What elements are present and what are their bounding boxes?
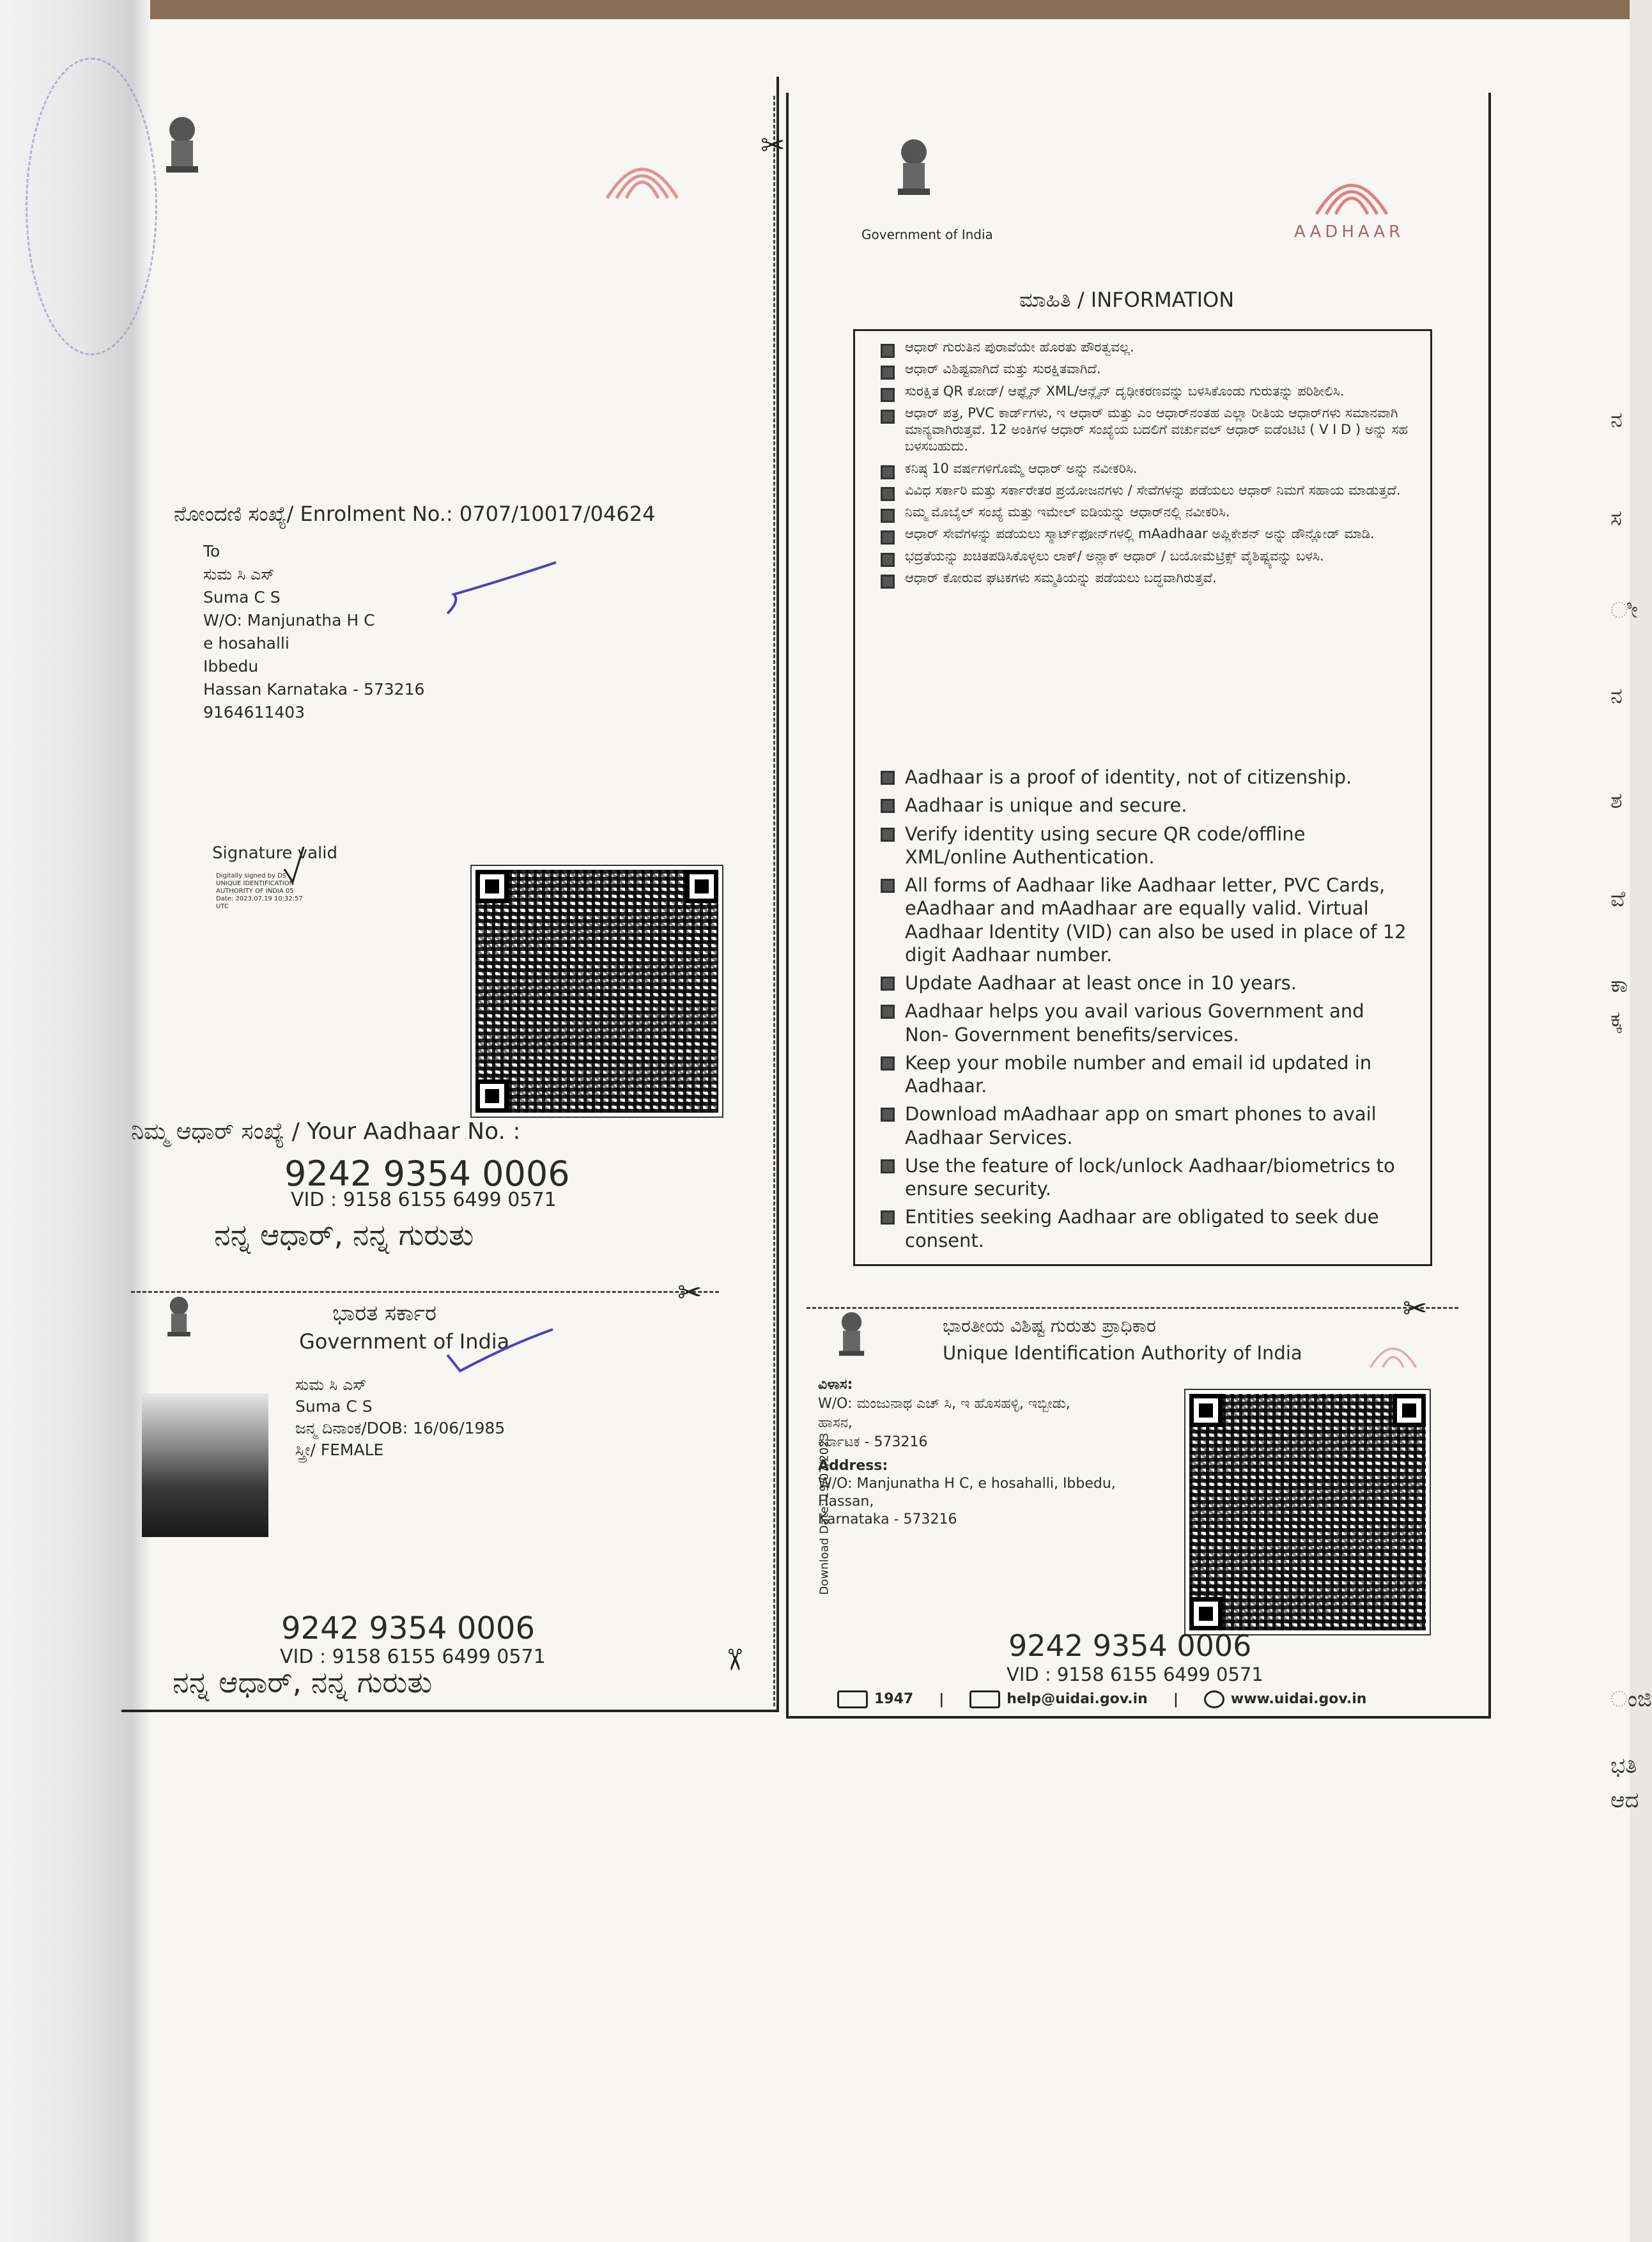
email-icon bbox=[969, 1690, 1000, 1708]
address-line-kn: ಕರ್ನಾಟಕ - 573216 bbox=[818, 1434, 928, 1450]
info-point-kn bbox=[881, 482, 1417, 499]
enrolment-number: ನೋಂದಣಿ ಸಂಖ್ಯೆ/ Enrolment No.: 0707/10017/04624 bbox=[174, 502, 656, 526]
vid-number: VID : 9158 6155 6499 0571 bbox=[280, 1646, 546, 1668]
info-point-text: ಆಧಾರ್ ಸೇವೆಗಳನ್ನು ಪಡೆಯಲು ಸ್ಮಾರ್ಟ್‌ಫೋನ್‌ಗಳಲ್ಲಿ mAadhaar ಅಪ್ಲಿಕೇಶನ್ ಅನ್ನು ಡೌನ್ಲೋಡ್ ಮಾಡಿ. bbox=[905, 526, 1375, 542]
info-point-text: ಆಧಾರ್ ಕೋರುವ ಘಟಕಗಳು ಸಮ್ಮತಿಯನ್ನು ಪಡೆಯಲು ಬದ್ಧವಾಗಿರುತ್ತವೆ. bbox=[905, 569, 1217, 585]
margin-fragment: ನ bbox=[1610, 407, 1623, 433]
address-line: 9164611403 bbox=[203, 703, 305, 722]
footer-divider: | bbox=[939, 1691, 945, 1708]
info-point-text: ನಿಮ್ಮ ಮೊಬೈಲ್ ಸಂಖ್ಯೆ ಮತ್ತು ಇಮೇಲ್ ಐಡಿಯನ್ನು ಆಧಾರ್‌ನಲ್ಲಿ ನವೀಕರಿಸಿ. bbox=[905, 504, 1230, 520]
info-point-kn bbox=[881, 548, 1417, 564]
info-point-en bbox=[881, 971, 1411, 994]
signature-detail: Date: 2023.07.19 10:32:57 bbox=[216, 895, 303, 902]
address-block bbox=[818, 1457, 1116, 1529]
holder-photo bbox=[142, 1393, 268, 1537]
download-date: Download Date: 19/07/2023 bbox=[817, 1432, 831, 1595]
recipient-address bbox=[203, 540, 424, 724]
info-point-text: Verify identity using secure QR code/offline XML/online Authentication. bbox=[905, 823, 1306, 868]
info-point-text: Aadhaar helps you avail various Government and Non- Government benefits/services. bbox=[905, 1000, 1364, 1046]
info-point-en bbox=[881, 1051, 1411, 1098]
margin-fragment: ಂಜಿ bbox=[1610, 1687, 1652, 1712]
footer-email-text: help@uidai.gov.in bbox=[1007, 1691, 1148, 1707]
tagline: ನನ್ನ ಆಧಾರ್, ನನ್ನ ಗುರುತು bbox=[173, 1665, 433, 1699]
scissors-icon: ✂ bbox=[1403, 1291, 1428, 1326]
address-line-kn: W/O: ಮಂಜುನಾಥ ಎಚ್ ಸಿ, ಇ ಹೊಸಹಳ್ಳಿ, ಇಬ್ಬೀಡು, bbox=[818, 1396, 1070, 1412]
info-point-text: Aadhaar is a proof of identity, not of citizenship. bbox=[905, 766, 1352, 788]
info-point-text: Update Aadhaar at least once in 10 years. bbox=[905, 972, 1297, 994]
info-point-kn bbox=[881, 405, 1417, 455]
government-label-kn: ಭಾರತ ಸರ್ಕಾರ bbox=[332, 1301, 436, 1326]
footer-web-text: www.uidai.gov.in bbox=[1230, 1691, 1367, 1707]
info-point-en bbox=[881, 1000, 1411, 1046]
horizontal-cut-line-left bbox=[131, 1291, 719, 1293]
scissors-icon: ✂ bbox=[677, 1275, 702, 1310]
qr-code bbox=[472, 866, 722, 1117]
government-label: Government of India bbox=[299, 1329, 510, 1354]
margin-fragment: ಸ bbox=[1610, 506, 1623, 531]
aadhaar-logo-text: AADHAAR bbox=[1294, 222, 1405, 242]
info-heading: ಮಾಹಿತಿ / INFORMATION bbox=[1019, 288, 1235, 312]
info-point-en bbox=[881, 1205, 1411, 1252]
margin-fragment: ಭತಿ bbox=[1610, 1753, 1637, 1779]
info-point-text: ಆಧಾರ್ ಪತ್ರ, PVC ಕಾರ್ಡ್‌ಗಳು, ಇ ಆಧಾರ್ ಮತ್ತು ಎಂ ಆಧಾರ್‌ನಂತಹ ಎಲ್ಲಾ ರೀತಿಯ ಆಧಾರ್‌ಗಳು ಸಮಾನವಾಗಿ ಮಾನ್ಯವಾಗಿರುತ್ತವೆ. 12 ಅಂಕಿಗಳ ಆಧಾರ್ ಸಂಖ್ಯೆಯ ಬದಲಿಗೆ ವರ್ಚುವಲ್ ಆಧಾರ್ ಐಡೆಂಟಿಟಿ ( V I D ) ಅನ್ನು ಸಹ ಬಳಸಬಹುದು. bbox=[905, 405, 1409, 454]
signature-detail: AUTHORITY OF INDIA 05 bbox=[216, 888, 294, 895]
margin-fragment: ಕ್ಕ bbox=[1610, 1007, 1623, 1032]
signature-valid-label: Signature valid bbox=[212, 844, 337, 863]
margin-fragments bbox=[1610, 407, 1652, 1813]
footer-email bbox=[969, 1690, 1148, 1708]
info-point-text: Keep your mobile number and email id updated in Aadhaar. bbox=[905, 1051, 1372, 1097]
info-point-en bbox=[881, 766, 1411, 789]
margin-fragment: ಆದ bbox=[1610, 1788, 1639, 1813]
phone-icon bbox=[837, 1690, 868, 1708]
national-emblem-icon bbox=[163, 1291, 195, 1345]
margin-fragment: ವೆ bbox=[1610, 886, 1626, 912]
pen-tick-mark bbox=[441, 556, 569, 620]
info-point-text: ಆಧಾರ್ ಗುರುತಿನ ಪುರಾವೆಯೇ ಹೊರತು ಪೌರತ್ವವಲ್ಲ. bbox=[905, 339, 1134, 355]
aadhaar-number: 9242 9354 0006 bbox=[281, 1611, 535, 1646]
info-point-en bbox=[881, 874, 1411, 966]
vertical-cut-line bbox=[773, 96, 775, 1706]
footer-divider: | bbox=[1173, 1691, 1178, 1708]
card-footer bbox=[837, 1690, 1425, 1708]
info-point-kn bbox=[881, 383, 1417, 399]
qr-code bbox=[1185, 1390, 1430, 1634]
info-point-en bbox=[881, 1154, 1411, 1201]
info-list-en bbox=[881, 766, 1411, 1257]
margin-fragment: ನ bbox=[1610, 683, 1623, 709]
holder-gender: ಸ್ತ್ರೀ/ FEMALE bbox=[295, 1441, 384, 1459]
national-emblem-icon bbox=[892, 134, 936, 205]
aadhaar-number: 9242 9354 0006 bbox=[1008, 1628, 1252, 1663]
aadhaar-logo-icon bbox=[1358, 1333, 1428, 1377]
your-aadhaar-label: ನಿಮ್ಮ ಆಧಾರ್ ಸಂಖ್ಯೆ / Your Aadhaar No. : bbox=[131, 1118, 521, 1145]
address-line: ಸುಮ ಸಿ ಎಸ್ bbox=[203, 565, 275, 584]
holder-name: Suma C S bbox=[295, 1397, 373, 1416]
signature-detail: UTC bbox=[216, 903, 229, 910]
info-point-text: ಕನಿಷ್ಠ 10 ವರ್ಷಗಳಿಗೊಮ್ಮೆ ಆಧಾರ್ ಅನ್ನು ನವೀಕರಿಸಿ. bbox=[905, 460, 1138, 476]
tagline: ನನ್ನ ಆಧಾರ್, ನನ್ನ ಗುರುತು bbox=[214, 1218, 474, 1252]
holder-details bbox=[295, 1374, 505, 1461]
info-point-kn bbox=[881, 504, 1417, 520]
globe-icon bbox=[1204, 1690, 1224, 1708]
info-point-text: ಭದ್ರತೆಯನ್ನು ಖಚಿತಪಡಿಸಿಕೊಳ್ಳಲು ಲಾಕ್/ ಅನ್ಲಾಕ್ ಆಧಾರ್ / ಬಯೋಮೆಟ್ರಿಕ್ಸ್ ವೈಶಿಷ್ಟ್ಯವನ್ನು ಬಳಸಿ. bbox=[905, 548, 1324, 564]
address-block-kn bbox=[818, 1375, 1070, 1452]
holder-name-kn: ಸುಮ ಸಿ ಎಸ್ bbox=[295, 1375, 367, 1394]
address-line: Suma C S bbox=[203, 588, 281, 607]
authority-label-kn: ಭಾರತೀಯ ವಿಶಿಷ್ಟ ಗುರುತು ಪ್ರಾಧಿಕಾರ bbox=[943, 1315, 1156, 1336]
holder-dob: ಜನ್ಮ ದಿನಾಂಕ/DOB: 16/06/1985 bbox=[295, 1419, 506, 1437]
address-label-kn: ವಿಳಾಸ: bbox=[818, 1377, 853, 1393]
info-point-text: ವಿವಿಧ ಸರ್ಕಾರಿ ಮತ್ತು ಸರ್ಕಾರೇತರ ಪ್ರಯೋಜನಗಳು / ಸೇವೆಗಳನ್ನು ಪಡೆಯಲು ಆಧಾರ್ ನಿಮಗೆ ಸಹಾಯ ಮಾಡುತ್ತದೆ. bbox=[905, 482, 1401, 498]
info-point-en bbox=[881, 1102, 1411, 1149]
info-point-text: Use the feature of lock/unlock Aadhaar/biometrics to ensure security. bbox=[905, 1154, 1395, 1200]
info-point-en bbox=[881, 823, 1411, 869]
info-point-kn bbox=[881, 360, 1417, 377]
address-line-kn: ಹಾಸನ, bbox=[818, 1415, 853, 1431]
info-point-text: ಸುರಕ್ಷಿತ QR ಕೋಡ್/ ಆಫ್ಲೈನ್ XML/ಆನ್ಲೈನ್ ದೃಢೀಕರಣವನ್ನು ಬಳಸಿಕೊಂಡು ಗುರುತನ್ನು ಪರಿಶೀಲಿಸಿ. bbox=[905, 383, 1345, 399]
info-point-kn bbox=[881, 339, 1417, 355]
margin-fragment: ಶ bbox=[1610, 788, 1623, 814]
info-list-kn bbox=[881, 339, 1417, 591]
address-line: Hassan Karnataka - 573216 bbox=[203, 680, 425, 699]
address-line: Ibbedu bbox=[203, 657, 259, 676]
footer-phone-text: 1947 bbox=[874, 1691, 914, 1707]
info-point-text: Download mAadhaar app on smart phones to avail Aadhaar Services. bbox=[905, 1103, 1377, 1148]
vid-number: VID : 9158 6155 6499 0571 bbox=[1007, 1664, 1263, 1685]
info-point-text: Entities seeking Aadhaar are obligated to seek due consent. bbox=[905, 1206, 1379, 1251]
scissors-icon: ✂ bbox=[717, 1647, 752, 1673]
address-line: Hassan, bbox=[818, 1494, 874, 1510]
aadhaar-logo-icon bbox=[588, 147, 697, 211]
address-line: W/O: Manjunatha H C bbox=[203, 611, 375, 630]
address-line: To bbox=[203, 542, 220, 560]
address-line: W/O: Manjunatha H C, e hosahalli, Ibbedu, bbox=[818, 1476, 1116, 1492]
margin-fragment: ಕಾ bbox=[1610, 972, 1628, 998]
aadhaar-number: 9242 9354 0006 bbox=[284, 1154, 570, 1194]
signature-detail: Digitally signed by DS bbox=[216, 872, 287, 879]
signature-detail: UNIQUE IDENTIFICATION bbox=[216, 880, 295, 887]
address-line: e hosahalli bbox=[203, 634, 289, 653]
horizontal-cut-line-right bbox=[807, 1307, 1458, 1309]
authority-label: Unique Identification Authority of India bbox=[943, 1342, 1302, 1364]
info-point-kn bbox=[881, 569, 1417, 586]
vid-number: VID : 9158 6155 6499 0571 bbox=[291, 1189, 557, 1211]
footer-phone bbox=[837, 1690, 913, 1708]
address-label: Address: bbox=[818, 1458, 888, 1474]
national-emblem-icon bbox=[834, 1307, 869, 1365]
scissors-icon: ✂ bbox=[760, 128, 785, 162]
info-point-kn bbox=[881, 460, 1417, 477]
signature-check-icon bbox=[281, 844, 307, 888]
info-point-text: ಆಧಾರ್ ವಿಶಿಷ್ಟವಾಗಿದೆ ಮತ್ತು ಸುರಕ್ಷಿತವಾಗಿದೆ. bbox=[905, 361, 1101, 377]
national-emblem-icon bbox=[160, 112, 205, 182]
address-line: Karnataka - 573216 bbox=[818, 1511, 957, 1527]
pen-tick-mark bbox=[444, 1326, 559, 1377]
government-label: Government of India bbox=[861, 227, 993, 242]
info-point-kn bbox=[881, 525, 1417, 542]
aadhaar-logo-icon bbox=[1297, 163, 1406, 227]
information-box bbox=[853, 329, 1432, 1266]
footer-web bbox=[1204, 1690, 1367, 1708]
info-point-en bbox=[881, 794, 1411, 817]
info-point-text: Aadhaar is unique and secure. bbox=[905, 794, 1187, 817]
info-point-text: All forms of Aadhaar like Aadhaar letter, PVC Cards, eAadhaar and mAadhaar are equally valid. Virtual Aadhaar Identity (VID) can also be used in place of 12 digit Aadhaar number. bbox=[905, 874, 1407, 966]
margin-fragment: ೀ bbox=[1610, 598, 1639, 623]
